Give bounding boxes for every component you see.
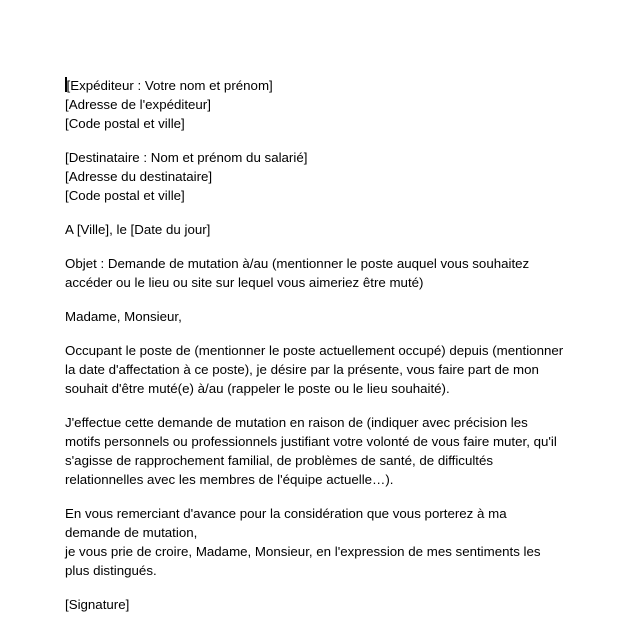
salutation-line[interactable]: Madame, Monsieur, [65,309,182,324]
date-block [65,220,601,239]
date-line[interactable]: A [Ville], le [Date du jour] [65,222,211,237]
signature-line[interactable]: [Signature] [65,597,130,612]
closing-line[interactable]: demande de mutation, [65,525,198,540]
body-line[interactable]: relationnelles avec les membres de l'équipe actuelle…). [65,472,394,487]
body-line[interactable]: motifs personnels ou professionnels justifiant votre volonté de vous faire muter, qu'il [65,434,557,449]
body-paragraph-1 [65,341,601,398]
recipient-block [65,148,601,205]
body-line[interactable]: souhait d'être muté(e) à/au (rappeler le poste ou le lieu souhaité). [65,381,450,396]
sender-line[interactable]: [Adresse de l'expéditeur] [65,97,211,112]
sender-block [65,76,601,133]
recipient-line[interactable]: [Adresse du destinataire] [65,169,213,184]
recipient-line[interactable]: [Code postal et ville] [65,188,185,203]
subject-line[interactable]: accéder ou le lieu ou site sur lequel vous aimeriez être muté) [65,275,424,290]
recipient-line[interactable]: [Destinataire : Nom et prénom du salarié] [65,150,308,165]
closing-line[interactable]: plus distingués. [65,563,157,578]
salutation-block [65,307,601,326]
body-line[interactable]: s'agisse de rapprochement familial, de problèmes de santé, de difficultés [65,453,494,468]
body-line[interactable]: la date d'affectation à ce poste), je désire par la présente, vous faire part de mon [65,362,539,377]
body-line[interactable]: J'effectue cette demande de mutation en raison de (indiquer avec précision les [65,415,528,430]
body-paragraph-2 [65,413,601,489]
signature-block [65,595,601,614]
closing-line[interactable]: En vous remerciant d'avance pour la considération que vous porterez à ma [65,506,507,521]
subject-block [65,254,601,292]
sender-line-text: [Expéditeur : Votre nom et prénom] [66,78,273,93]
subject-line[interactable]: Objet : Demande de mutation à/au (mentionner le poste auquel vous souhaitez [65,256,530,271]
closing-line[interactable]: je vous prie de croire, Madame, Monsieur, en l'expression de mes sentiments les [65,544,541,559]
sender-line[interactable]: [Code postal et ville] [65,116,185,131]
body-line[interactable]: Occupant le poste de (mentionner le poste actuellement occupé) depuis (mentionner [65,343,564,358]
closing-block [65,504,601,580]
sender-line[interactable] [65,76,601,95]
